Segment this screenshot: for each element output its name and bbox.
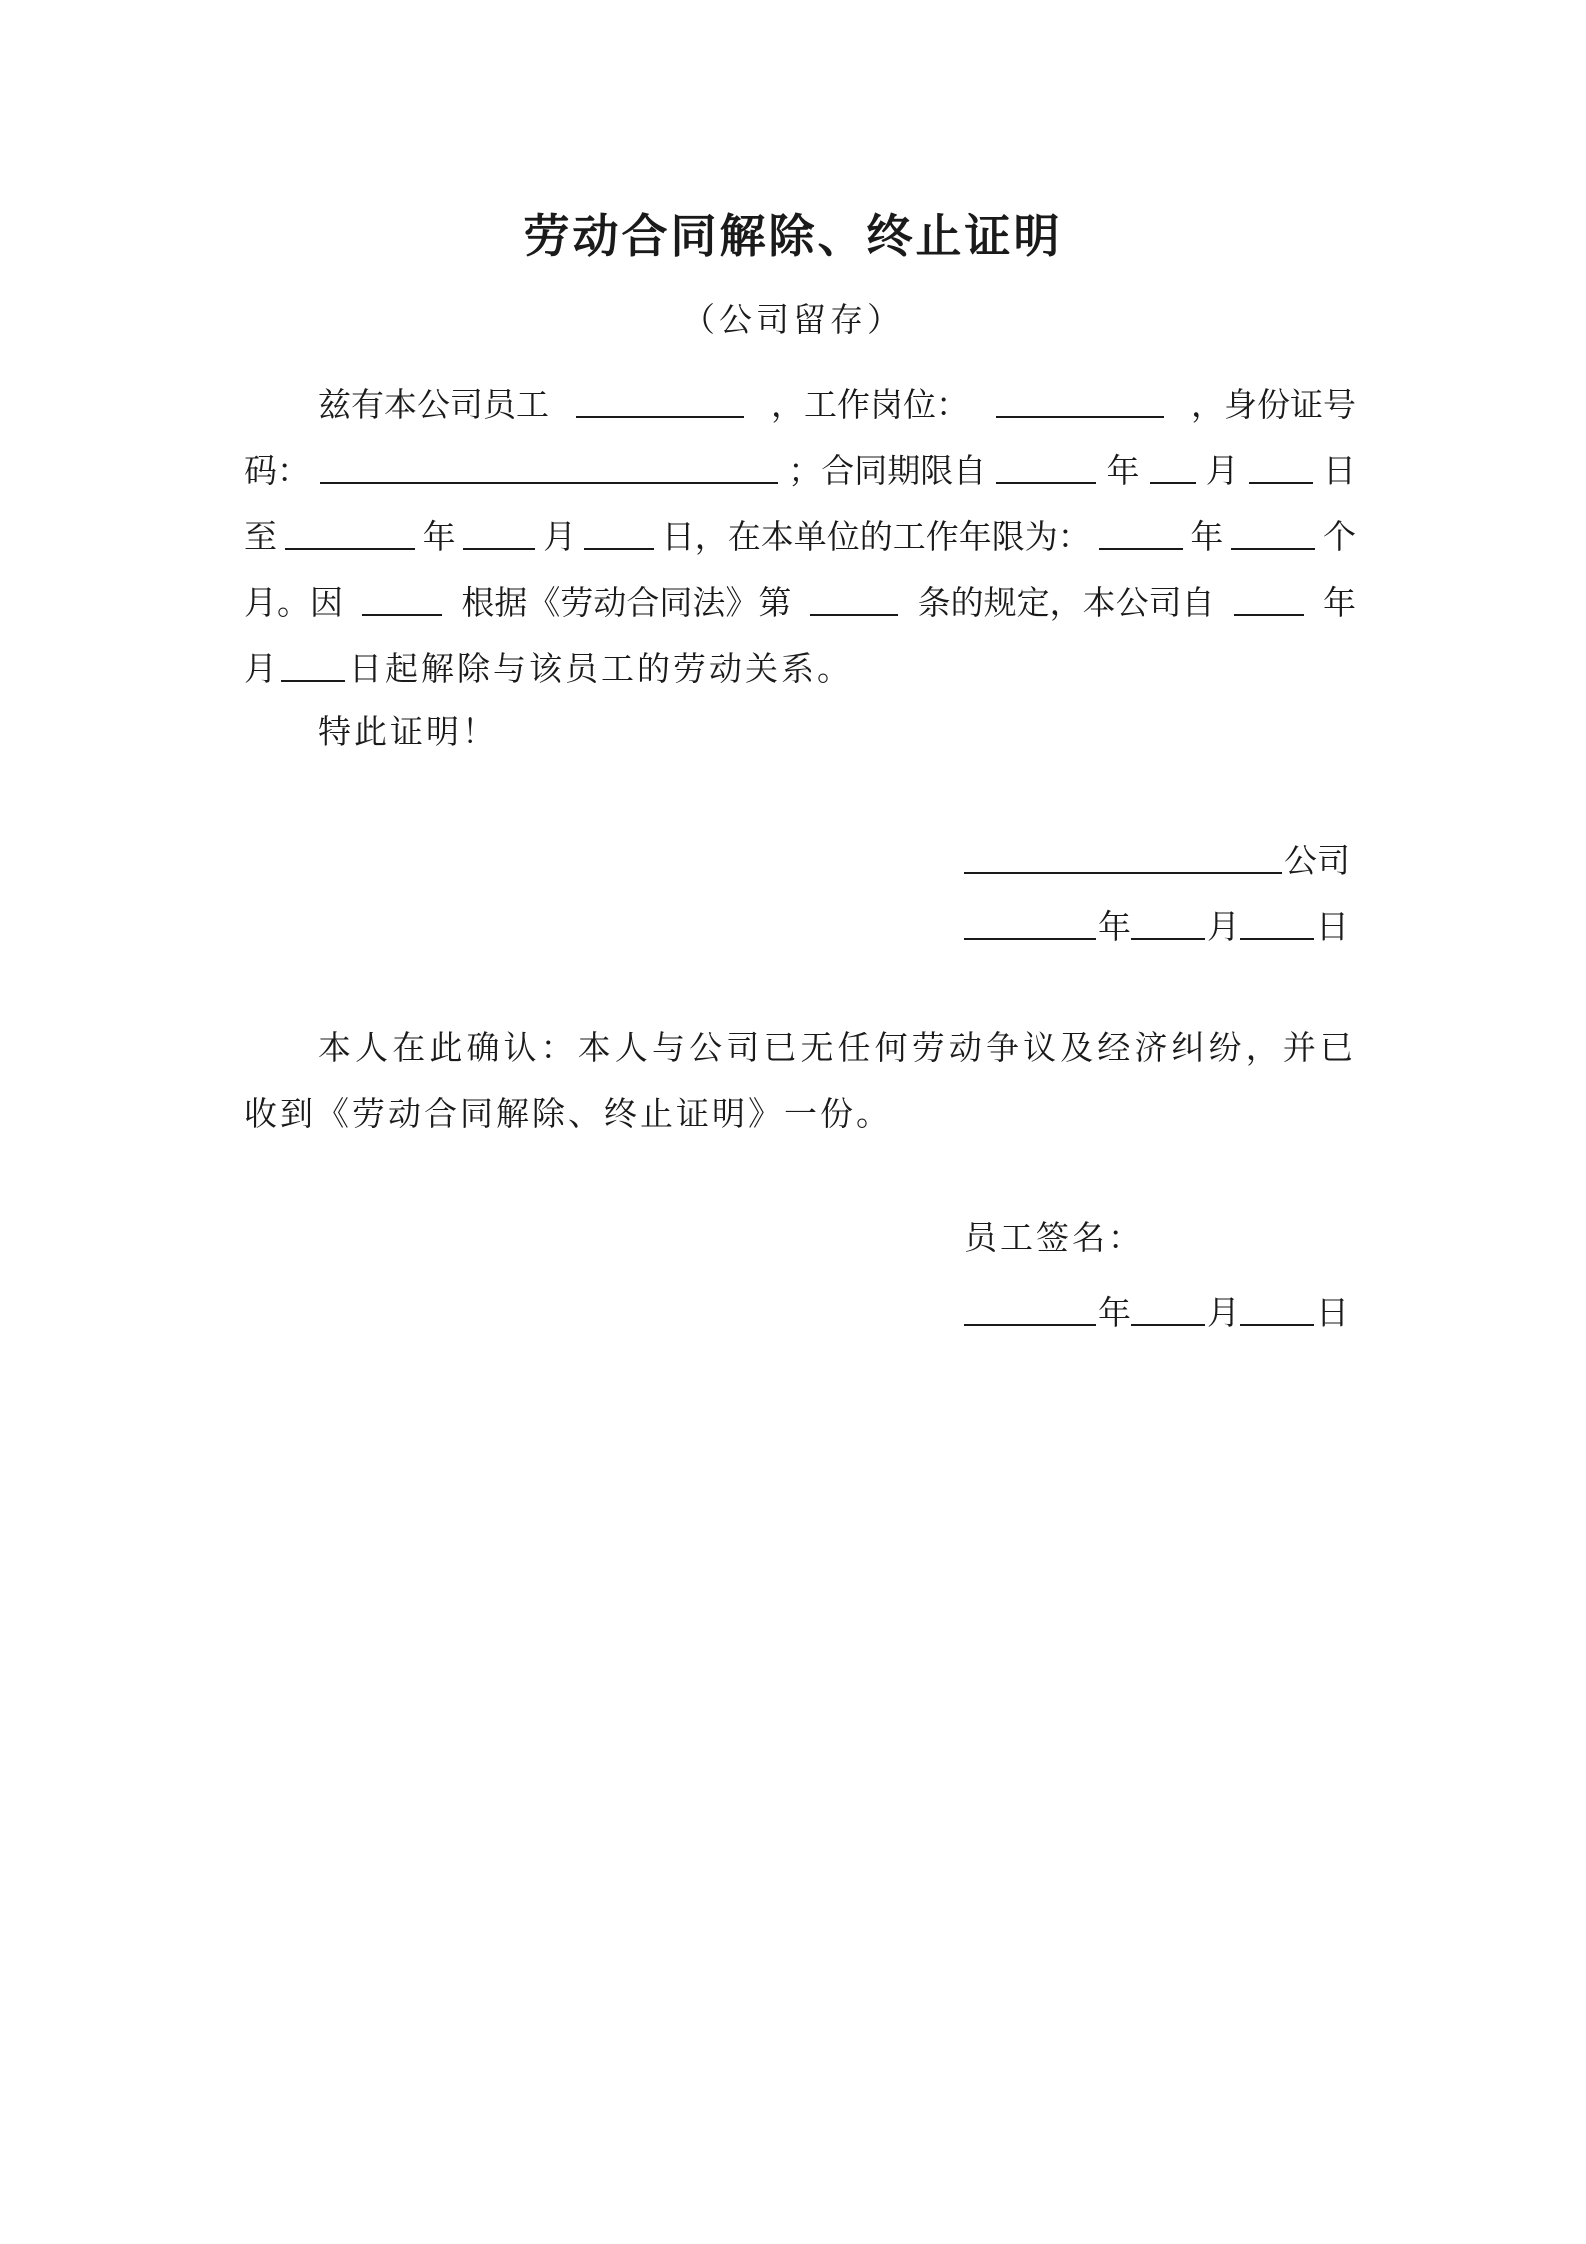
employee-name-blank[interactable]: [576, 412, 744, 418]
document-title: 劳动合同解除、终止证明: [523, 209, 1063, 263]
date-month-label: 月: [1207, 1293, 1240, 1332]
confirmation-line-2: 收到《劳动合同解除、终止证明》一份。: [244, 1094, 892, 1133]
date-day-label: 日: [1316, 907, 1349, 946]
body-text: 月。因: [244, 583, 343, 622]
body-text: 根据《劳动合同法》第: [461, 583, 792, 622]
company-date-line: [964, 892, 1349, 948]
body-text: ，身份证号: [1191, 385, 1356, 424]
body-text: 月: [244, 649, 277, 688]
contract-start-year-blank[interactable]: [996, 478, 1096, 484]
contract-end-day-blank[interactable]: [584, 544, 654, 550]
contract-end-month-blank[interactable]: [463, 544, 535, 550]
contract-start-month-blank[interactable]: [1150, 478, 1196, 484]
tenure-months-blank[interactable]: [1231, 544, 1315, 550]
closing-statement: 特此证明！: [318, 712, 498, 751]
body-line-2: [244, 436, 1356, 492]
date-year-label: 年: [1098, 907, 1131, 946]
body-line-4: [244, 568, 1356, 624]
job-position-blank[interactable]: [996, 412, 1164, 418]
body-text: 个: [1322, 517, 1356, 556]
body-line-1: [318, 370, 1356, 426]
body-text: 年: [1322, 583, 1356, 622]
document-subtitle: （公司留存）: [682, 300, 904, 339]
body-text: 年: [422, 517, 456, 556]
body-text: 至: [244, 517, 277, 556]
company-signature-line: [964, 826, 1350, 882]
body-line-5: [244, 634, 1356, 690]
employee-date-day-blank[interactable]: [1240, 1320, 1314, 1326]
id-number-blank[interactable]: [320, 478, 778, 484]
company-name-blank[interactable]: [964, 868, 1282, 874]
body-text: 年: [1106, 451, 1140, 490]
company-date-year-blank[interactable]: [964, 934, 1096, 940]
body-text: 年: [1190, 517, 1224, 556]
company-date-day-blank[interactable]: [1240, 934, 1314, 940]
confirmation-line-1: 本人在此确认：本人与公司已无任何劳动争议及经济纠纷，并已: [318, 1028, 1356, 1067]
body-text: 月: [543, 517, 577, 556]
date-day-label: 日: [1316, 1293, 1349, 1332]
employee-signature-label: 员工签名：: [964, 1218, 1144, 1257]
employee-date-year-blank[interactable]: [964, 1320, 1096, 1326]
employee-date-line: [964, 1278, 1349, 1334]
company-suffix: 公司: [1284, 841, 1350, 880]
contract-end-year-blank[interactable]: [285, 544, 415, 550]
contract-start-day-blank[interactable]: [1249, 478, 1313, 484]
company-date-month-blank[interactable]: [1131, 934, 1205, 940]
body-line-3: [244, 502, 1356, 558]
law-article-blank[interactable]: [810, 610, 898, 616]
body-text: 日: [1323, 451, 1356, 490]
body-text: 月: [1205, 451, 1239, 490]
termination-reason-blank[interactable]: [362, 610, 442, 616]
body-text: 条的规定，本公司自: [917, 583, 1215, 622]
body-text: 码：: [244, 451, 310, 490]
body-text: ，工作岗位：: [771, 385, 969, 424]
body-text: ；合同期限自: [788, 451, 987, 490]
tenure-years-blank[interactable]: [1099, 544, 1183, 550]
termination-year-blank[interactable]: [1234, 610, 1304, 616]
employee-date-month-blank[interactable]: [1131, 1320, 1205, 1326]
date-year-label: 年: [1098, 1293, 1131, 1332]
termination-month-blank[interactable]: [281, 676, 345, 682]
body-text: 日，在本单位的工作年限为：: [661, 517, 1091, 556]
body-text: 日起解除与该员工的劳动关系。: [349, 649, 853, 688]
date-month-label: 月: [1207, 907, 1240, 946]
body-text: 兹有本公司员工: [318, 385, 549, 424]
